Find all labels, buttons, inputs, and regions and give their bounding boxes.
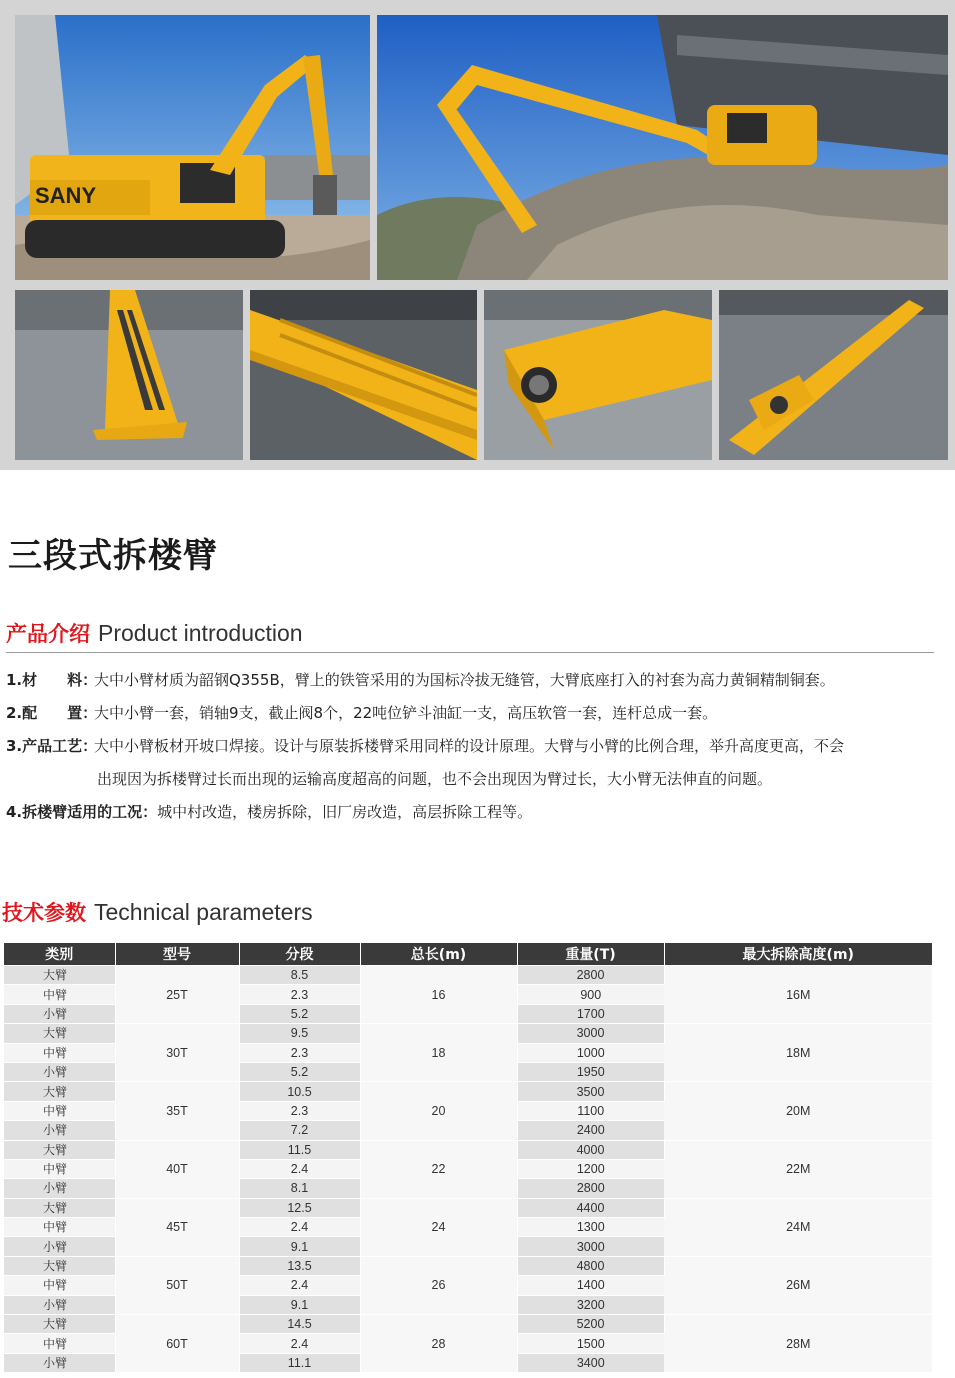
- segment-length-cell: 14.5: [239, 1315, 360, 1334]
- intro-item-content: 大中小臂一套，销轴9支，截止阀8个，22吨位铲斗油缸一支，高压软管一套，连杆总成一套。: [94, 704, 718, 722]
- segment-category-cell: 中臂: [4, 1101, 115, 1120]
- svg-text:SANY: SANY: [35, 183, 97, 208]
- intro-item-content: 城中村改造，楼房拆除，旧厂房改造，高层拆除工程等。: [157, 803, 533, 821]
- model-cell: 35T: [115, 1082, 239, 1140]
- photo-demolition-site: [377, 15, 948, 280]
- table-row: [4, 1198, 932, 1217]
- table-row: [4, 1256, 932, 1275]
- max-height-cell: 28M: [664, 1315, 932, 1373]
- photo-boom-parts-floor: [15, 290, 243, 460]
- total-length-cell: 28: [360, 1315, 517, 1373]
- segment-category-cell: 中臂: [4, 1276, 115, 1295]
- segment-category-cell: 中臂: [4, 1334, 115, 1353]
- max-height-cell: 24M: [664, 1198, 932, 1256]
- segment-length-cell: 2.4: [239, 1276, 360, 1295]
- total-length-cell: 16: [360, 966, 517, 1024]
- segment-category-cell: 中臂: [4, 985, 115, 1004]
- total-length-cell: 26: [360, 1256, 517, 1314]
- weight-cell: 2800: [517, 1179, 664, 1198]
- intro-item-label: 1.材 料：: [6, 671, 98, 689]
- weight-cell: 5200: [517, 1315, 664, 1334]
- intro-item-label: 3.产品工艺：: [6, 737, 98, 755]
- model-cell: 30T: [115, 1024, 239, 1082]
- segment-length-cell: 9.1: [239, 1237, 360, 1256]
- total-length-cell: 22: [360, 1140, 517, 1198]
- weight-cell: 900: [517, 985, 664, 1004]
- photo-excavator-long-boom: [15, 15, 370, 280]
- intro-item-label: 2.配 置：: [6, 704, 98, 722]
- model-cell: 25T: [115, 966, 239, 1024]
- segment-category-cell: 大臂: [4, 1315, 115, 1334]
- segment-length-cell: 2.3: [239, 1043, 360, 1062]
- segment-length-cell: 2.4: [239, 1218, 360, 1237]
- segment-category-cell: 大臂: [4, 1198, 115, 1217]
- segment-category-cell: 小臂: [4, 1295, 115, 1314]
- segment-category-cell: 小臂: [4, 1237, 115, 1256]
- table-row: [4, 1315, 932, 1334]
- total-length-cell: 20: [360, 1082, 517, 1140]
- segment-category-cell: 大臂: [4, 1140, 115, 1159]
- weight-cell: 2800: [517, 966, 664, 985]
- segment-category-cell: 中臂: [4, 1159, 115, 1178]
- intro-item-content: 大中小臂板材开坡口焊接。设计与原装拆楼臂采用同样的设计原理。大臂与小臂的比例合理，举升高度更高，不会: [94, 737, 845, 755]
- weight-cell: 1100: [517, 1101, 664, 1120]
- segment-length-cell: 8.5: [239, 966, 360, 985]
- weight-cell: 2400: [517, 1121, 664, 1140]
- section-heading-intro: [6, 618, 934, 653]
- segment-length-cell: 2.4: [239, 1159, 360, 1178]
- table-row: [4, 1024, 932, 1043]
- weight-cell: 3200: [517, 1295, 664, 1314]
- segment-length-cell: 12.5: [239, 1198, 360, 1217]
- max-height-cell: 22M: [664, 1140, 932, 1198]
- segment-length-cell: 5.2: [239, 1004, 360, 1023]
- weight-cell: 1200: [517, 1159, 664, 1178]
- segment-category-cell: 中臂: [4, 1218, 115, 1237]
- intro-item-content: 大中小臂材质为韶钢Q355B，臂上的铁管采用的为国标冷拔无缝管，大臂底座打入的衬套为高力黄铜精制铜套。: [94, 671, 835, 689]
- weight-cell: 1700: [517, 1004, 664, 1023]
- weight-cell: 1950: [517, 1062, 664, 1081]
- weight-cell: 3000: [517, 1024, 664, 1043]
- weight-cell: 3400: [517, 1353, 664, 1372]
- weight-cell: 4400: [517, 1198, 664, 1217]
- section-heading-cn: 技术参数: [2, 901, 86, 925]
- segment-length-cell: 9.5: [239, 1024, 360, 1043]
- section-heading-params: [2, 897, 930, 931]
- intro-item-process: [6, 730, 936, 796]
- weight-cell: 1000: [517, 1043, 664, 1062]
- max-height-cell: 18M: [664, 1024, 932, 1082]
- segment-category-cell: 小臂: [4, 1353, 115, 1372]
- table-row: [4, 1082, 932, 1101]
- model-cell: 50T: [115, 1256, 239, 1314]
- segment-length-cell: 13.5: [239, 1256, 360, 1275]
- intro-item-config: [6, 697, 936, 730]
- header-cell: 类别: [4, 943, 115, 966]
- photo-boom-joint: [484, 290, 712, 460]
- segment-length-cell: 9.1: [239, 1295, 360, 1314]
- weight-cell: 1500: [517, 1334, 664, 1353]
- segment-category-cell: 小臂: [4, 1179, 115, 1198]
- section-heading-en: Product introduction: [98, 620, 303, 646]
- photo-boom-on-stands: [719, 290, 948, 460]
- max-height-cell: 26M: [664, 1256, 932, 1314]
- segment-length-cell: 2.3: [239, 1101, 360, 1120]
- table-row: [4, 966, 932, 985]
- total-length-cell: 18: [360, 1024, 517, 1082]
- model-cell: 45T: [115, 1198, 239, 1256]
- page-title: 三段式拆楼臂: [8, 536, 218, 576]
- segment-category-cell: 大臂: [4, 1024, 115, 1043]
- photo-boom-workshop: [250, 290, 477, 460]
- segment-category-cell: 小臂: [4, 1004, 115, 1023]
- header-cell: 分段: [239, 943, 360, 966]
- segment-length-cell: 11.5: [239, 1140, 360, 1159]
- segment-category-cell: 小臂: [4, 1062, 115, 1081]
- weight-cell: 3000: [517, 1237, 664, 1256]
- intro-list: [6, 664, 936, 829]
- segment-category-cell: 小臂: [4, 1121, 115, 1140]
- weight-cell: 3500: [517, 1082, 664, 1101]
- intro-item-label: 4.拆楼臂适用的工况：: [6, 803, 158, 821]
- header-cell: 型号: [115, 943, 239, 966]
- photo-gallery: [0, 0, 955, 470]
- weight-cell: 1300: [517, 1218, 664, 1237]
- max-height-cell: 16M: [664, 966, 932, 1024]
- model-cell: 60T: [115, 1315, 239, 1373]
- segment-category-cell: 大臂: [4, 1082, 115, 1101]
- segment-category-cell: 中臂: [4, 1043, 115, 1062]
- segment-category-cell: 大臂: [4, 966, 115, 985]
- segment-length-cell: 11.1: [239, 1353, 360, 1372]
- segment-category-cell: 大臂: [4, 1256, 115, 1275]
- segment-length-cell: 10.5: [239, 1082, 360, 1101]
- intro-item-content-continued: 出现因为拆楼臂过长而出现的运输高度超高的问题，也不会出现因为臂过长，大小臂无法伸直的问题。: [97, 770, 773, 788]
- params-body: [4, 966, 932, 1373]
- section-heading-cn: 产品介绍: [6, 622, 90, 646]
- header-cell: 总长(m): [360, 943, 517, 966]
- segment-length-cell: 7.2: [239, 1121, 360, 1140]
- segment-length-cell: 8.1: [239, 1179, 360, 1198]
- segment-length-cell: 2.4: [239, 1334, 360, 1353]
- params-header-row: [4, 943, 932, 966]
- weight-cell: 4800: [517, 1256, 664, 1275]
- weight-cell: 1400: [517, 1276, 664, 1295]
- total-length-cell: 24: [360, 1198, 517, 1256]
- segment-length-cell: 5.2: [239, 1062, 360, 1081]
- intro-item-applications: [6, 796, 936, 829]
- max-height-cell: 20M: [664, 1082, 932, 1140]
- params-table: [4, 943, 932, 1372]
- header-cell: 最大拆除高度(m): [664, 943, 932, 966]
- header-cell: 重量(T): [517, 943, 664, 966]
- model-cell: 40T: [115, 1140, 239, 1198]
- section-heading-en: Technical parameters: [94, 899, 313, 925]
- intro-item-material: [6, 664, 936, 697]
- segment-length-cell: 2.3: [239, 985, 360, 1004]
- weight-cell: 4000: [517, 1140, 664, 1159]
- table-row: [4, 1140, 932, 1159]
